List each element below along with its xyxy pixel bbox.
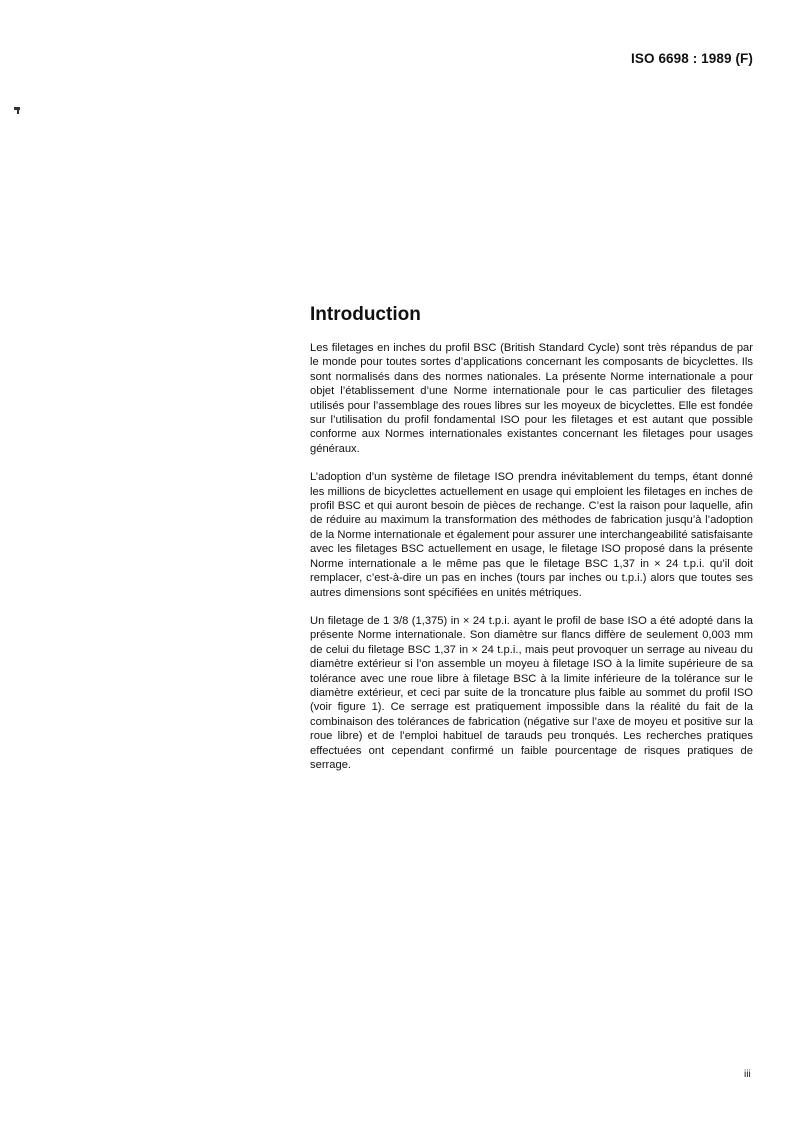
paragraph-3: Un filetage de 1 3/8 (1,375) in × 24 t.p.i. ayant le profil de base ISO a été adopté dans la présente Norme internationale. Son diamètre sur flancs diffère de seulement 0,003 mm de celui du filetage BSC 1,37 in × 24 t.p.i., mais peut provoquer un serrage au niveau du diamètre extérieur si l’on assemble un moyeu à filetage ISO à la limite supérieure de sa tolérance avec une roue libre à filetage BSC à la limite inférieure de la tolérance sur le diamètre extérieur, et ceci par suite de la troncature plus faible au sommet du profil ISO (voir figure 1). Ce serrage est pratiquement impossible dans la réalité du fait de la combinaison des tolérances de fabrication (négative sur l’axe de moyeu et positive sur la roue libre) et de l’emploi habituel de tarauds peu tronqués. Les recherches pratiques effectuées ont cependant confirmé un faible pourcentage de risques pratiques de serrage. [310, 614, 753, 771]
scan-artifact-mark [14, 107, 20, 114]
section-title: Introduction [310, 304, 421, 325]
page-number: iii [744, 1069, 751, 1080]
paragraph-2: L’adoption d’un système de filetage ISO prendra inévitablement du temps, étant donné les millions de bicyclettes actuellement en usage qui emploient les filetages en inches de profil BSC et qui auront besoin de pièces de rechange. C’est la raison pour laquelle, afin de réduire au maximum la transformation des méthodes de fabrication jusqu’à l’adoption de la Norme internationale et également pour assurer une interchangeabilité satisfaisante avec les filetages BSC actuellement en usage, le filetage ISO proposé dans la présente Norme internationale a le même pas que le filetage BSC 1,37 in × 24 t.p.i. qu’il doit remplacer, c’est-à-dire un pas en inches (tours par inches ou t.p.i.) alors que toutes ses autres dimensions sont spécifiées en unités métriques. [310, 471, 753, 599]
document-id-header: ISO 6698 : 1989 (F) [631, 51, 753, 66]
introduction-section [310, 303, 753, 786]
paragraph-1: Les filetages en inches du profil BSC (British Standard Cycle) sont très répandus de par le monde pour toutes sortes d’applications concernant les composants de bicyclettes. Ils sont normalisés dans des normes nationales. La présente Norme internationale a pour objet l’établissement d’une Norme internationale pour le cas particulier des filetages utilisés pour l’assemblage des roues libres sur les moyeux de bicyclettes. Elle est fondée sur l’utilisation du profil fondamental ISO pour les filetages et est autant que possible conforme aux Normes internationales existantes concernant les filetages pour usages généraux. [310, 342, 753, 455]
